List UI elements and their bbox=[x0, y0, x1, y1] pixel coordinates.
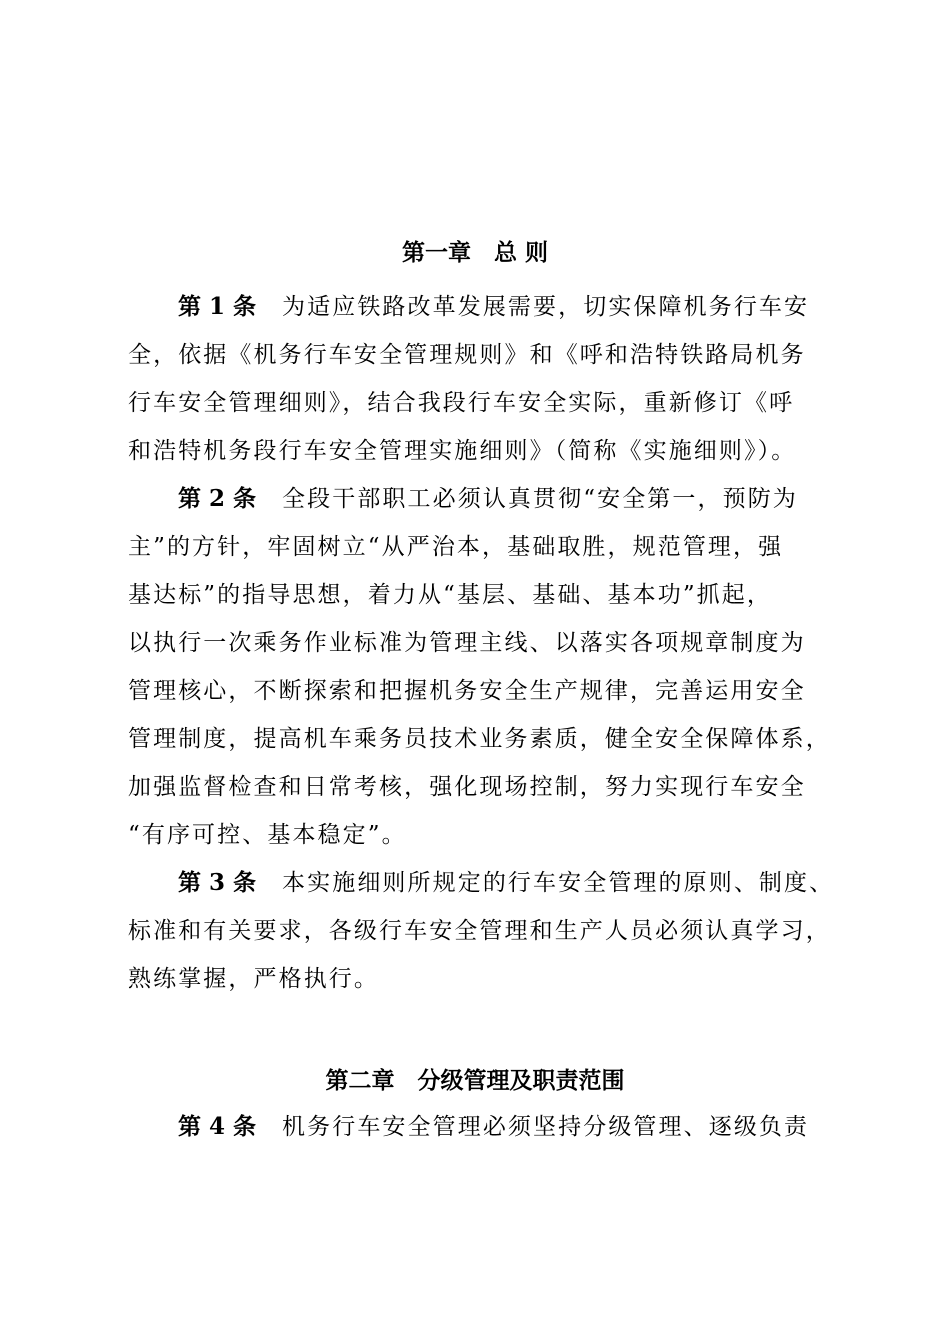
article-3-line-3: 熟练掌握，严格执行。 bbox=[128, 966, 379, 992]
article-1-number: 第 1 条 bbox=[178, 293, 257, 320]
chapter-2-title: 第二章 分级管理及职责范围 bbox=[325, 1067, 625, 1094]
article-3-text-1: 本实施细则所规定的行车安全管理的原则、制度、 bbox=[282, 870, 835, 896]
article-2-line-2: 主”的方针，牢固树立“从严治本，基础取胜，规范管理，强 bbox=[128, 534, 784, 560]
article-2-line-6: 管理制度，提高机车乘务员技术业务素质，健全安全保障体系， bbox=[128, 726, 831, 752]
article-2-line-4: 以执行一次乘务作业标准为管理主线、以落实各项规章制度为 bbox=[128, 630, 806, 656]
article-1-line-4: 和浩特机务段行车安全管理实施细则》（简称《实施细则》）。 bbox=[128, 438, 797, 464]
article-2-line-3: 基达标”的指导思想，着力从“基层、基础、基本功”抓起， bbox=[128, 582, 772, 608]
article-3-line-1 bbox=[178, 868, 838, 898]
article-2-line-7: 加强监督检查和日常考核，强化现场控制，努力实现行车安全 bbox=[128, 774, 806, 800]
article-2-line-8: “有序可控、基本稳定”。 bbox=[128, 822, 407, 848]
article-1-text-1: 为适应铁路改革发展需要，切实保障机务行车安 bbox=[282, 294, 810, 320]
article-2-text-1: 全段干部职工必须认真贯彻“安全第一，预防为 bbox=[282, 486, 798, 512]
article-1-line-3: 行车安全管理细则》，结合我段行车安全实际，重新修订《呼 bbox=[128, 390, 795, 416]
article-2-line-1 bbox=[178, 484, 838, 514]
article-3-line-2: 标准和有关要求，各级行车安全管理和生产人员必须认真学习， bbox=[128, 918, 831, 944]
article-4-text-1: 机务行车安全管理必须坚持分级管理、逐级负责 bbox=[282, 1114, 810, 1140]
article-4-number: 第 4 条 bbox=[178, 1113, 257, 1140]
article-2-number: 第 2 条 bbox=[178, 485, 257, 512]
article-3-number: 第 3 条 bbox=[178, 869, 257, 896]
article-1-line-2: 全，依据《机务行车安全管理规则》和《呼和浩特铁路局机务 bbox=[128, 342, 806, 368]
article-2-line-5: 管理核心，不断探索和把握机务安全生产规律，完善运用安全 bbox=[128, 678, 806, 704]
chapter-1-title: 第一章 总 则 bbox=[401, 239, 548, 266]
article-4-line-1 bbox=[178, 1112, 838, 1142]
article-1-line-1 bbox=[178, 292, 838, 322]
